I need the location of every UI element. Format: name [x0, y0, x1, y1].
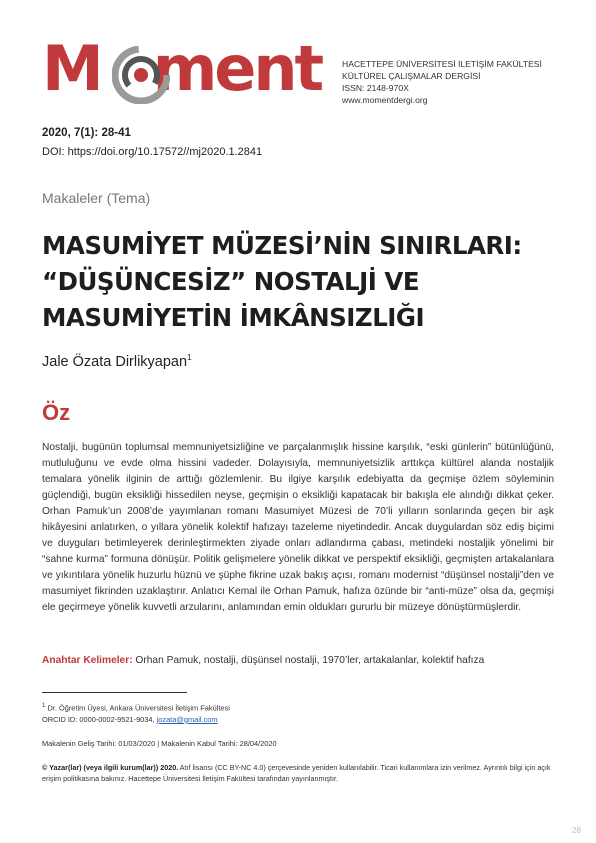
title-line: MASUMİYETİN İMKÂNSIZLIĞI	[42, 303, 425, 332]
journal-logo	[42, 32, 334, 106]
journal-info	[342, 58, 582, 106]
title-line: MASUMİYET MÜZESİ’NİN SINIRLARI:	[42, 231, 522, 260]
abstract-heading: Öz	[42, 400, 71, 425]
title-line: “DÜŞÜNCESİZ” NOSTALJİ VE	[42, 267, 420, 296]
journal-website[interactable]: www.momentdergi.org	[342, 95, 428, 105]
article-category: Makaleler (Tema)	[42, 190, 151, 206]
journal-line: KÜLTÜREL ÇALIŞMALAR DERGİSİ	[342, 71, 481, 81]
journal-issn: ISSN: 2148-970X	[342, 83, 409, 93]
journal-line: HACETTEPE ÜNİVERSİTESİ İLETİŞİM FAKÜLTESİ	[342, 59, 542, 69]
keywords-text: Orhan Pamuk, nostalji, düşünsel nostalji, 1970’ler, artakalanlar, kolektif hafıza	[132, 655, 485, 666]
abstract-text: Nostalji, bugünün toplumsal memnuniyetsizliğine ve parçalanmışlık hissine karşılık, “eski günlerin” bütünlüğünü, mutluluğunu ve evde olma hissini vadeder. Dolayısıyla, memnuniyetsizlik arttıkça kültürel alanda nostaljik temalara yönelik ilginin de arttığı gözlemlenir. Bu ilgiye karşılık edebiyatta da geçmişe özlem söyleminin güçlendiği, bugün eksikliği hissedilen neyse, geçmişin o eksikliği kapatacak bir bakışla ele alındığı dikkat çeker. Orhan Pamuk’un 2008’de yayımlanan romanı Masumiyet Müzesi de 70’li yılların sonlarında geçen bir aşk hikâyesini anlatırken, o yıllara yönelik kolektif hafızayı tazeleme niyetindedir. Ancak duygulardan söz ediş biçimi ve duyguları betimleyerek derinleştirmekten ziyade onları adlandırma çabası, metindeki nostaljik yönelimi bir “sahne kurma” formuna dönüşür. Politik gelişmelere yönelik dikkat ve perspektif eksikliği, geçmişten artakalanlara ve yıkıntılara yönelik huzurlu hüznü ve şüphe fikrine uzak bakış açısı, romanı modernist “düşünsel nostalji”den ve masumiyet fikrinden uzaklaştırır. Anlatıcı Kemal ile Orhan Pamuk, hafıza özünde bir “anti-müze” olsa da, geçmişi ele geçirmeye yönelik kuvvetli arzularını, anlamından emin oldukları gururlu bir müzeye dönüştürmüşlerdir.	[42, 442, 554, 613]
article-title	[42, 228, 562, 336]
footnote-marker: 1	[42, 702, 46, 709]
author-footnote-marker: 1	[187, 353, 192, 362]
author	[42, 353, 192, 370]
keywords	[42, 655, 554, 666]
license-text: Atıf lisansı (CC BY-NC 4.0) çerçevesinde yeniden kullanılabilir. Ticari kullanımlara izin verilmez. Ayrıntılı bilgi için açık erişim politikasına bakınız. Hacettepe Üniversitesi İletişim Fakültesi tarafından yayınlanmıştır.	[42, 763, 551, 783]
logo-wordmark: M ment	[42, 32, 322, 105]
orcid: ORCID ID: 0000-0002-9521-9034,	[42, 714, 157, 724]
citation: 2020, 7(1): 28-41	[42, 127, 131, 139]
author-name: Jale Özata Dirlikyapan	[42, 353, 188, 370]
keywords-label: Anahtar Kelimeler:	[42, 655, 133, 666]
author-affiliation: Dr. Öğretim Üyesi, Ankara Üniversitesi İletişim Fakültesi	[45, 703, 230, 713]
license-notice	[42, 762, 554, 784]
doi-link[interactable]: DOI: https://doi.org/10.17572//mj2020.1.2841	[42, 146, 263, 158]
footnote-divider	[42, 692, 187, 693]
copyright: © Yazar(lar) (veya ilgili kurum(lar)) 2020.	[42, 763, 179, 772]
footnote	[42, 700, 230, 725]
page-number: 28	[572, 826, 581, 835]
logo-swirl-icon	[112, 46, 170, 104]
submission-dates: Makalenin Geliş Tarihi: 01/03/2020 | Makalenin Kabul Tarihi: 28/04/2020	[42, 739, 277, 748]
author-email-link[interactable]: jozata@gmail.com	[156, 714, 218, 724]
